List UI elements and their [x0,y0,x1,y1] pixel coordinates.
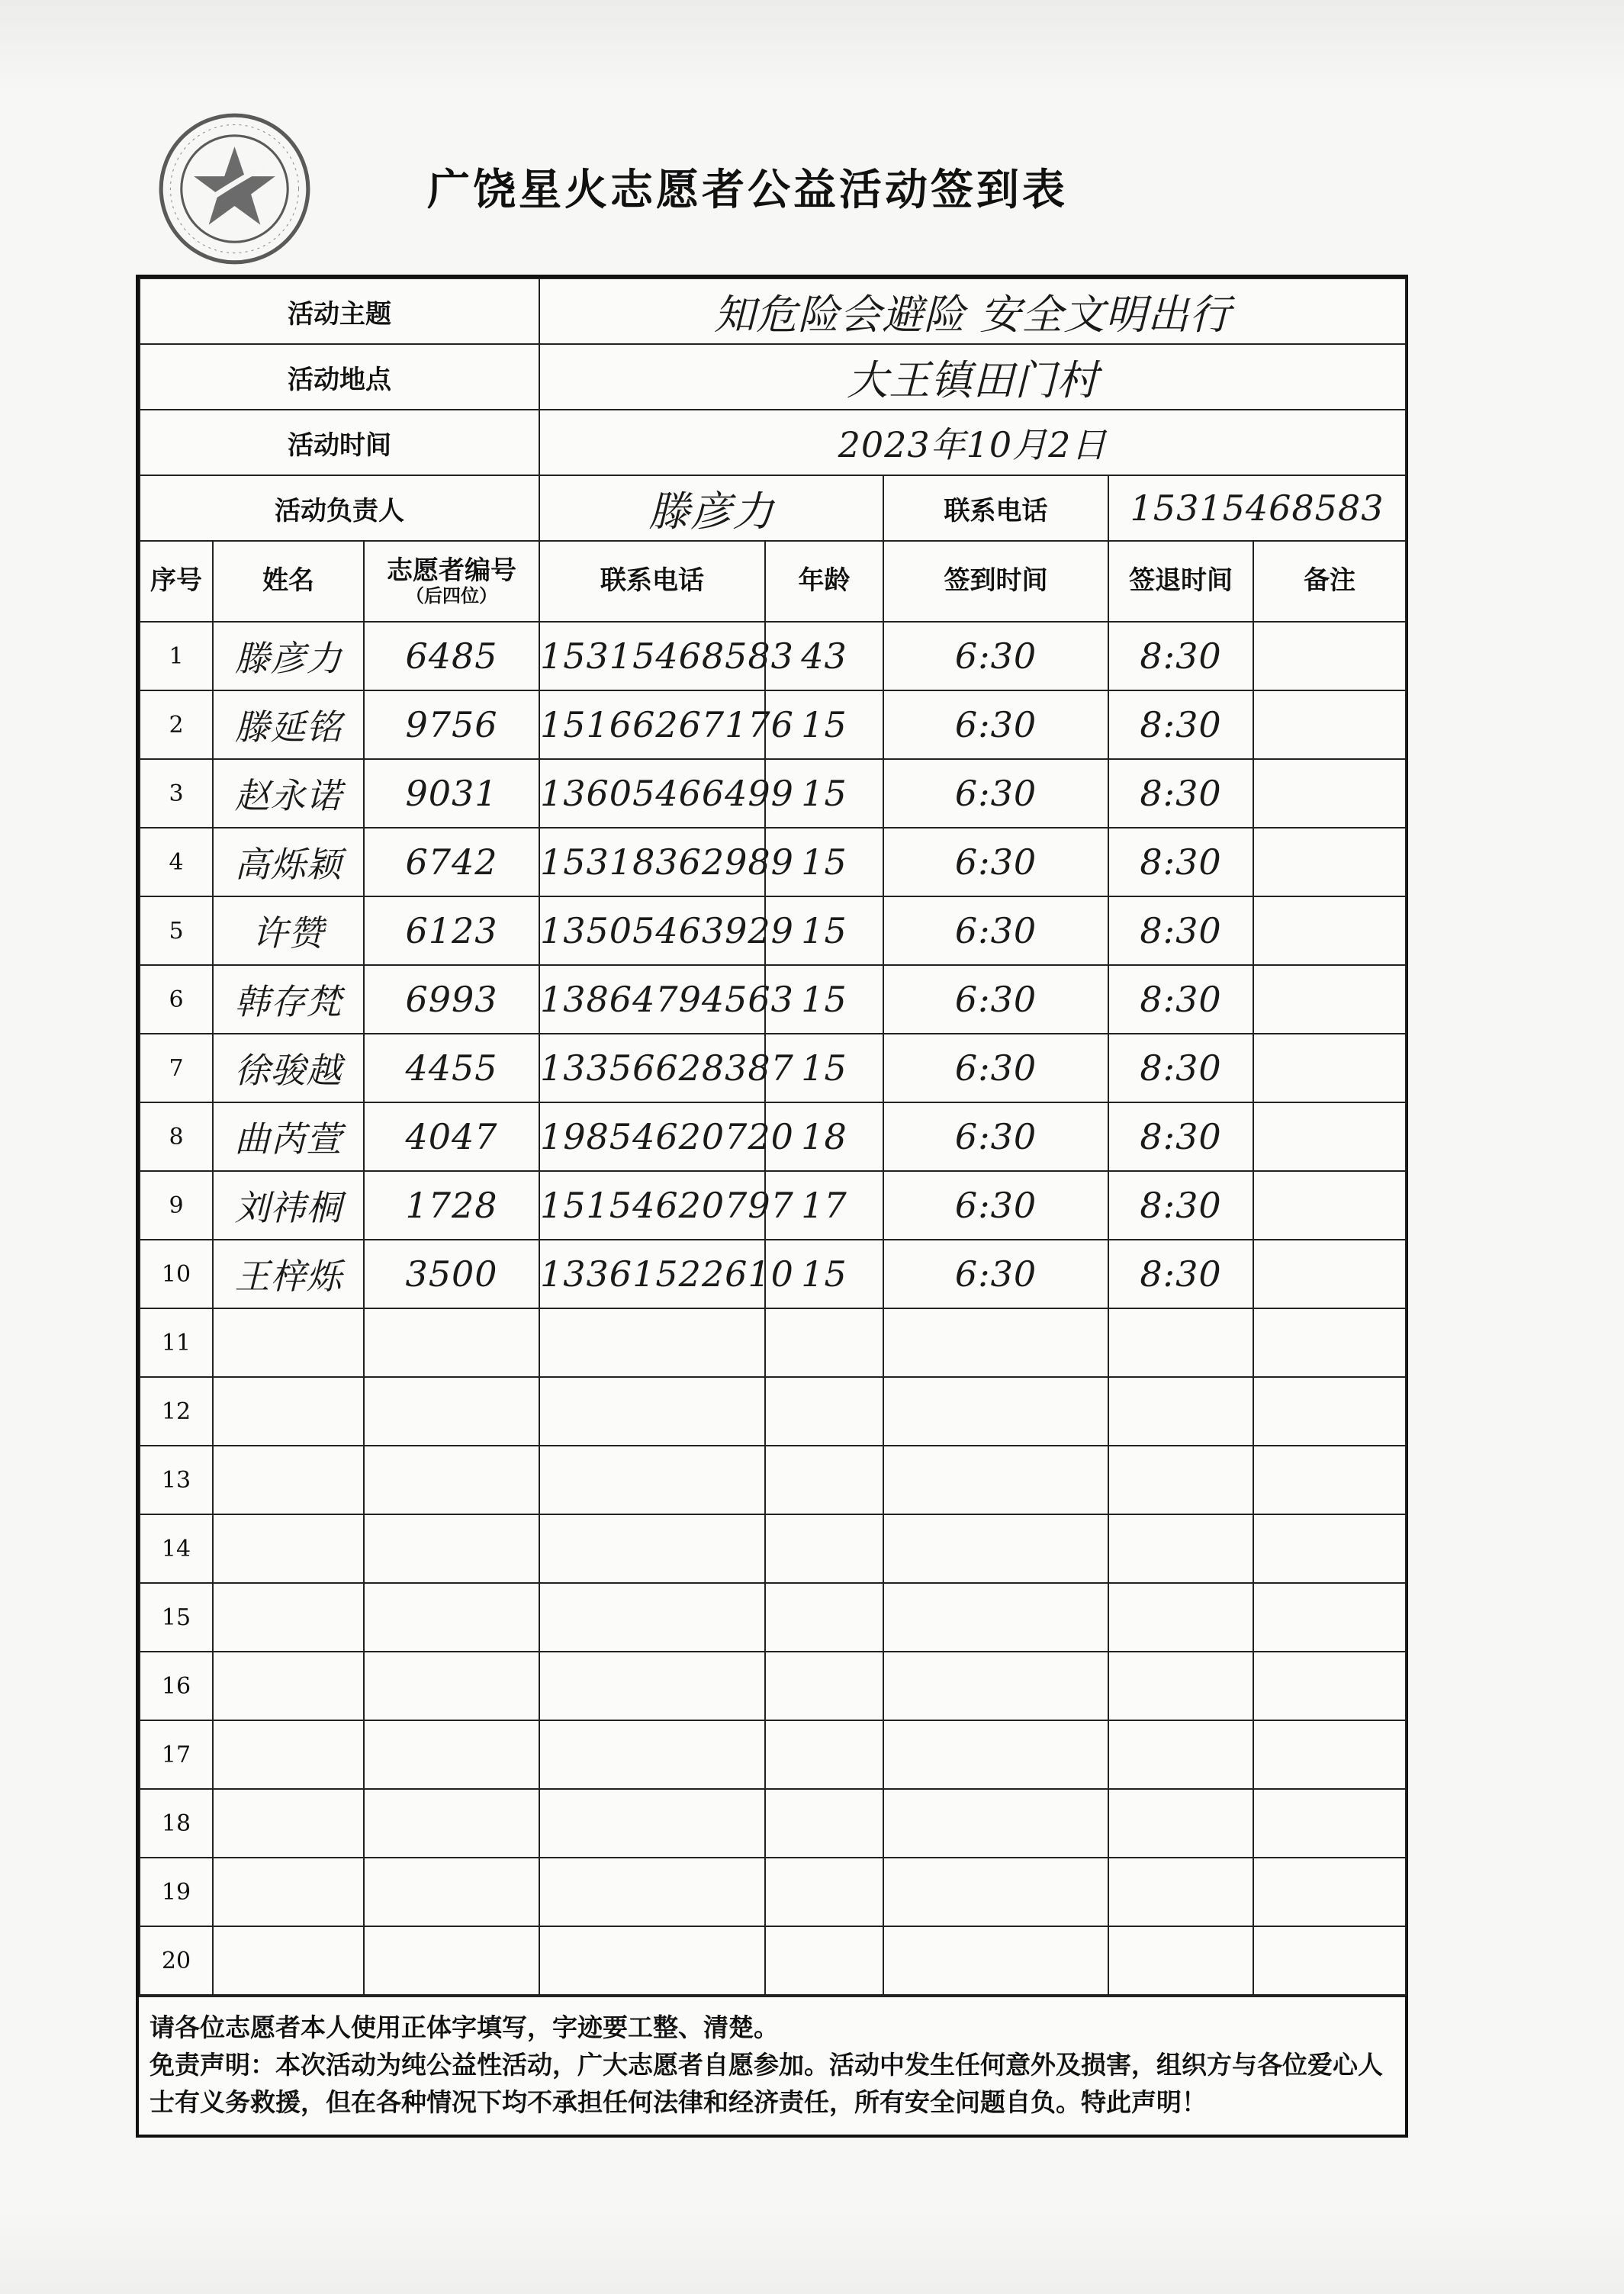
row-phone[interactable]: 15315468583 [539,622,765,690]
leader-label: 活动负责人 [140,475,539,541]
row-name[interactable]: 许赞 [213,896,364,965]
row-index: 11 [140,1308,213,1377]
row-remark[interactable] [1253,1514,1406,1583]
row-name[interactable] [213,1308,364,1377]
row-phone[interactable]: 15154620797 [539,1171,765,1240]
row-index: 17 [140,1720,213,1789]
row-remark[interactable] [1253,1583,1406,1652]
row-remark[interactable] [1253,1652,1406,1720]
row-phone[interactable]: 13356628387 [539,1034,765,1102]
row-phone[interactable] [539,1514,765,1583]
row-volunteer-id[interactable] [364,1583,539,1652]
row-name[interactable] [213,1789,364,1858]
row-index: 7 [140,1034,213,1102]
row-index: 5 [140,896,213,965]
row-age[interactable]: 15 [765,828,883,896]
row-sign-in[interactable]: 6:30 [883,1240,1108,1308]
row-age[interactable]: 15 [765,690,883,759]
row-phone[interactable]: 13361522610 [539,1240,765,1308]
row-sign-out[interactable] [1108,1514,1253,1583]
table-row [140,1446,1406,1514]
row-age[interactable] [765,1720,883,1789]
table-row [140,965,1406,1034]
table-row [140,1514,1406,1583]
row-remark[interactable] [1253,759,1406,828]
volunteer-id-subtitle: （后四位） [406,584,497,606]
row-volunteer-id[interactable]: 6742 [364,828,539,896]
row-age[interactable] [765,1514,883,1583]
sign-in-table [139,278,1407,1996]
table-row [140,1789,1406,1858]
row-sign-out[interactable]: 8:30 [1108,759,1253,828]
row-sign-in[interactable]: 6:30 [883,1034,1108,1102]
sign-in-sheet [136,275,1408,2138]
row-index: 10 [140,1240,213,1308]
col-remark-header: 备注 [1253,541,1406,622]
row-name[interactable] [213,1858,364,1926]
row-sign-out[interactable]: 8:30 [1108,1171,1253,1240]
row-age[interactable]: 18 [765,1102,883,1171]
theme-label: 活动主题 [140,278,539,344]
row-index: 13 [140,1446,213,1514]
row-volunteer-id[interactable]: 4455 [364,1034,539,1102]
table-row [140,1308,1406,1377]
row-name[interactable] [213,1720,364,1789]
table-row [140,690,1406,759]
row-sign-out[interactable] [1108,1926,1253,1995]
row-index: 9 [140,1171,213,1240]
row-index: 15 [140,1583,213,1652]
row-age[interactable] [765,1308,883,1377]
table-row [140,896,1406,965]
table-row [140,1171,1406,1240]
row-name[interactable]: 曲芮萱 [213,1102,364,1171]
row-age[interactable]: 15 [765,759,883,828]
row-index: 3 [140,759,213,828]
row-sign-in[interactable] [883,1720,1108,1789]
row-remark[interactable] [1253,690,1406,759]
notes-section [139,1996,1405,2135]
row-phone[interactable]: 15166267176 [539,690,765,759]
row-sign-out[interactable] [1108,1652,1253,1720]
row-phone[interactable] [539,1858,765,1926]
table-row [140,1858,1406,1926]
table-row [140,1583,1406,1652]
col-sign-in-header: 签到时间 [883,541,1108,622]
table-row [140,1377,1406,1446]
row-phone[interactable] [539,1926,765,1995]
row-sign-out[interactable] [1108,1308,1253,1377]
row-sign-in[interactable]: 6:30 [883,1102,1108,1171]
row-volunteer-id[interactable] [364,1858,539,1926]
row-index: 12 [140,1377,213,1446]
row-phone[interactable] [539,1720,765,1789]
row-remark[interactable] [1253,1720,1406,1789]
row-sign-in[interactable]: 6:30 [883,690,1108,759]
row-index: 8 [140,1102,213,1171]
row-remark[interactable] [1253,828,1406,896]
row-phone[interactable] [539,1377,765,1446]
row-sign-in[interactable] [883,1446,1108,1514]
row-name[interactable]: 韩存梵 [213,965,364,1034]
table-row [140,1240,1406,1308]
row-phone[interactable] [539,1446,765,1514]
row-volunteer-id[interactable]: 9031 [364,759,539,828]
row-sign-in[interactable]: 6:30 [883,828,1108,896]
row-age[interactable]: 15 [765,1240,883,1308]
row-sign-out[interactable]: 8:30 [1108,1102,1253,1171]
row-index: 2 [140,690,213,759]
row-sign-in[interactable]: 6:30 [883,1171,1108,1240]
document-title: 广饶星火志愿者公益活动签到表 [427,166,1068,215]
location-label: 活动地点 [140,344,539,410]
row-name[interactable] [213,1926,364,1995]
row-sign-out[interactable]: 8:30 [1108,896,1253,965]
row-index: 14 [140,1514,213,1583]
row-remark[interactable] [1253,965,1406,1034]
row-sign-in[interactable] [883,1514,1108,1583]
row-volunteer-id[interactable]: 1728 [364,1171,539,1240]
row-remark[interactable] [1253,1102,1406,1171]
row-sign-out[interactable] [1108,1446,1253,1514]
row-age[interactable] [765,1858,883,1926]
row-sign-out[interactable]: 8:30 [1108,965,1253,1034]
star-seal-logo-icon [156,111,313,267]
row-index: 16 [140,1652,213,1720]
row-remark[interactable] [1253,1308,1406,1377]
row-index: 18 [140,1789,213,1858]
row-remark[interactable] [1253,1240,1406,1308]
row-phone[interactable]: 19854620720 [539,1102,765,1171]
row-volunteer-id[interactable]: 6485 [364,622,539,690]
row-volunteer-id[interactable] [364,1377,539,1446]
col-phone-header: 联系电话 [539,541,765,622]
table-row [140,759,1406,828]
col-index-header: 序号 [140,541,213,622]
row-volunteer-id[interactable]: 4047 [364,1102,539,1171]
row-volunteer-id[interactable] [364,1514,539,1583]
row-age[interactable] [765,1789,883,1858]
row-sign-out[interactable]: 8:30 [1108,1240,1253,1308]
row-index: 1 [140,622,213,690]
table-row [140,1102,1406,1171]
row-age[interactable]: 43 [765,622,883,690]
leader-phone-value[interactable]: 15315468583 [1108,475,1406,541]
row-sign-out[interactable] [1108,1720,1253,1789]
row-phone[interactable] [539,1308,765,1377]
volunteer-id-title: 志愿者编号 [387,555,516,586]
row-phone[interactable]: 13864794563 [539,965,765,1034]
row-name[interactable]: 滕延铭 [213,690,364,759]
row-remark[interactable] [1253,1926,1406,1995]
leader-phone-label: 联系电话 [883,475,1108,541]
row-name[interactable]: 高烁颖 [213,828,364,896]
row-volunteer-id[interactable]: 3500 [364,1240,539,1308]
row-name[interactable]: 滕彦力 [213,622,364,690]
row-sign-in[interactable]: 6:30 [883,622,1108,690]
row-age[interactable]: 17 [765,1171,883,1240]
row-remark[interactable] [1253,1171,1406,1240]
row-phone[interactable]: 15318362989 [539,828,765,896]
row-sign-in[interactable]: 6:30 [883,896,1108,965]
row-name[interactable] [213,1377,364,1446]
row-remark[interactable] [1253,1858,1406,1926]
row-volunteer-id[interactable]: 6123 [364,896,539,965]
time-row [140,410,1406,475]
row-age[interactable]: 15 [765,896,883,965]
row-sign-in[interactable] [883,1308,1108,1377]
row-sign-in[interactable]: 6:30 [883,965,1108,1034]
row-age[interactable] [765,1377,883,1446]
row-index: 6 [140,965,213,1034]
row-sign-out[interactable]: 8:30 [1108,1034,1253,1102]
row-index: 20 [140,1926,213,1995]
row-name[interactable] [213,1446,364,1514]
row-index: 19 [140,1858,213,1926]
row-volunteer-id[interactable] [364,1789,539,1858]
disclaimer: 免责声明：本次活动为纯公益性活动，广大志愿者自愿参加。活动中发生任何意外及损害，组织方与各位爱心人士有义务救援，但在各种情况下均不承担任何法律和经济责任，所有安全问题自负。特此声明！ [150,2049,1383,2117]
row-name[interactable] [213,1583,364,1652]
row-name[interactable]: 赵永诺 [213,759,364,828]
row-volunteer-id[interactable] [364,1720,539,1789]
row-age[interactable]: 15 [765,965,883,1034]
row-sign-in[interactable]: 6:30 [883,759,1108,828]
table-body [140,622,1406,1995]
row-sign-out[interactable]: 8:30 [1108,622,1253,690]
row-name[interactable]: 王梓烁 [213,1240,364,1308]
time-value[interactable]: 2023年10月2日 [539,410,1406,475]
row-phone[interactable] [539,1583,765,1652]
col-sign-out-header: 签退时间 [1108,541,1253,622]
row-volunteer-id[interactable] [364,1652,539,1720]
row-sign-out[interactable]: 8:30 [1108,828,1253,896]
row-remark[interactable] [1253,1789,1406,1858]
row-phone[interactable] [539,1652,765,1720]
row-name[interactable]: 徐骏越 [213,1034,364,1102]
row-age[interactable] [765,1926,883,1995]
row-sign-in[interactable] [883,1789,1108,1858]
row-remark[interactable] [1253,1377,1406,1446]
row-remark[interactable] [1253,622,1406,690]
leader-row [140,475,1406,541]
location-value[interactable]: 大王镇田门村 [539,344,1406,410]
row-volunteer-id[interactable]: 6993 [364,965,539,1034]
row-age[interactable] [765,1446,883,1514]
col-age-header: 年龄 [765,541,883,622]
row-sign-in[interactable] [883,1377,1108,1446]
row-phone[interactable]: 13505463929 [539,896,765,965]
row-volunteer-id[interactable] [364,1446,539,1514]
row-volunteer-id[interactable] [364,1926,539,1995]
row-index: 4 [140,828,213,896]
row-sign-out[interactable] [1108,1789,1253,1858]
row-name[interactable]: 刘祎桐 [213,1171,364,1240]
table-row [140,1926,1406,1995]
row-phone[interactable] [539,1789,765,1858]
col-name-header: 姓名 [213,541,364,622]
table-row [140,828,1406,896]
leader-value[interactable]: 滕彦力 [539,475,883,541]
row-remark[interactable] [1253,896,1406,965]
row-sign-in[interactable] [883,1858,1108,1926]
row-name[interactable] [213,1514,364,1583]
row-sign-in[interactable] [883,1926,1108,1995]
theme-row [140,278,1406,344]
location-row [140,344,1406,410]
row-age[interactable] [765,1583,883,1652]
table-row [140,1034,1406,1102]
table-header-row [140,541,1406,622]
table-row [140,622,1406,690]
row-sign-out[interactable] [1108,1377,1253,1446]
row-volunteer-id[interactable] [364,1308,539,1377]
row-phone[interactable]: 13605466499 [539,759,765,828]
row-age[interactable] [765,1652,883,1720]
row-volunteer-id[interactable]: 9756 [364,690,539,759]
row-sign-out[interactable] [1108,1858,1253,1926]
writing-instruction: 请各位志愿者本人使用正体字填写，字迹要工整、清楚。 [150,2012,779,2042]
row-remark[interactable] [1253,1446,1406,1514]
row-age[interactable]: 15 [765,1034,883,1102]
theme-value[interactable]: 知危险会避险 安全文明出行 [539,278,1406,344]
table-row [140,1720,1406,1789]
table-row [140,1652,1406,1720]
time-label: 活动时间 [140,410,539,475]
row-sign-in[interactable] [883,1652,1108,1720]
row-sign-out[interactable]: 8:30 [1108,690,1253,759]
col-volunteer-id-header [364,541,539,622]
row-remark[interactable] [1253,1034,1406,1102]
row-sign-in[interactable] [883,1583,1108,1652]
row-sign-out[interactable] [1108,1583,1253,1652]
row-name[interactable] [213,1652,364,1720]
